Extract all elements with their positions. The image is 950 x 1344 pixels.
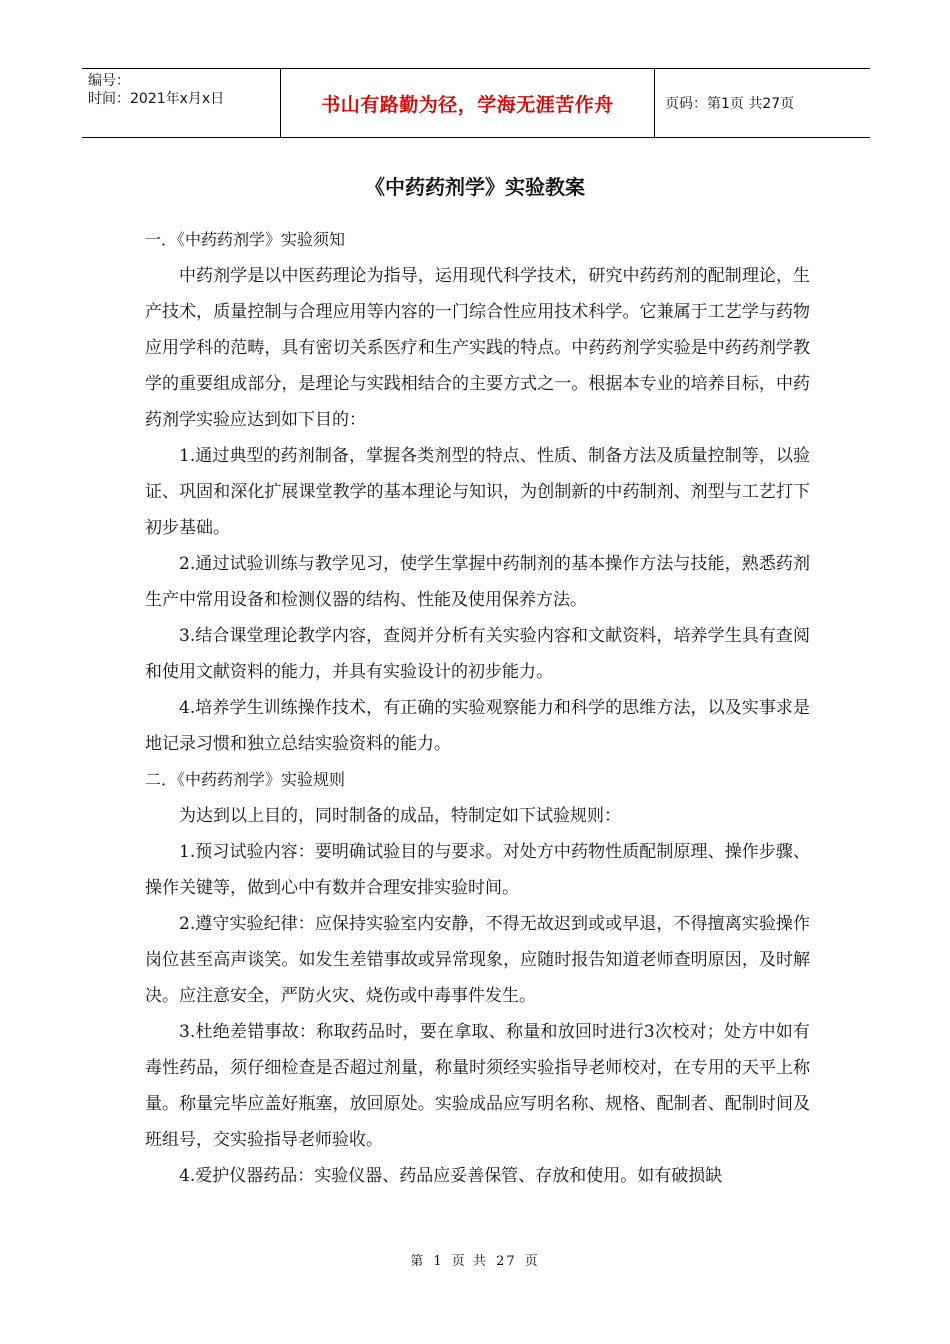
header-page-cell <box>655 69 870 137</box>
header-meta <box>82 69 281 137</box>
section-heading: 一．《中药药剂学》实验须知 <box>145 230 346 249</box>
paragraph: 为达到以上目的，同时制备的成品，特制定如下试验规则： <box>179 806 621 826</box>
section-heading: 二．《中药药剂学》实验规则 <box>145 770 346 789</box>
footer-page-number: 1 <box>433 1254 444 1269</box>
paragraph: 1.通过典型的药剂制备，掌握各类剂型的特点、性质、制备方法及质量控制等，以验证、巩固和深化扩展课堂教学的基本理论与知识，为创制新的中药制剂、剂型与工艺打下初步基础。 <box>145 446 810 538</box>
paragraph: 1.预习试验内容：要明确试验目的与要求。对处方中药物性质配制原理、操作步骤、操作关键等，做到心中有数并合理安排实验时间。 <box>145 842 810 898</box>
page-footer <box>0 1250 950 1269</box>
footer-mid: 页 共 <box>451 1254 488 1269</box>
header-motto-cell <box>281 69 655 137</box>
document-title: 《中药药剂学》实验教案 <box>365 175 585 199</box>
paragraph: 3.结合课堂理论教学内容，查阅并分析有关实验内容和文献资料，培养学生具有查阅和使用文献资料的能力，并具有实验设计的初步能力。 <box>145 626 810 682</box>
paragraph: 中药剂学是以中医药理论为指导，运用现代科学技术，研究中药药剂的配制理论，生产技术，质量控制与合理应用等内容的一门综合性应用技术科学。它兼属于工艺学与药物应用学科的范畴，具有密切关系医疗和生产实践的特点。中药药剂学实验是中药药剂学教学的重要组成部分，是理论与实践相结合的主要方式之一。根据本专业的培养目标，中药药剂学实验应达到如下目的： <box>145 266 810 430</box>
paragraph: 4.培养学生训练操作技术，有正确的实验观察能力和科学的思维方法，以及实事求是地记录习惯和独立总结实验资料的能力。 <box>145 698 810 754</box>
time-label: 时间：2021年x月x日 <box>88 91 225 107</box>
paragraph: 4.爱护仪器药品：实验仪器、药品应妥善保管、存放和使用。如有破损缺 <box>179 1166 723 1186</box>
footer-prefix: 第 <box>410 1254 426 1269</box>
footer-total-pages: 27 <box>496 1254 517 1269</box>
paragraph: 2.通过试验训练与教学见习，使学生掌握中药制剂的基本操作方法与技能，熟悉药剂生产中常用设备和检测仪器的结构、性能及使用保养方法。 <box>145 554 810 610</box>
motto: 书山有路勤为径，学海无涯苦作舟 <box>321 93 614 116</box>
page-info: 页码：第1页 共27页 <box>665 96 795 112</box>
number-label: 编号： <box>88 73 130 89</box>
document-body <box>145 222 810 1194</box>
paragraph: 2.遵守实验纪律：应保持实验室内安静，不得无故迟到或或早退，不得擅离实验操作岗位甚至高声谈笑。如发生差错事故或异常现象，应随时报告知道老师查明原因，及时解决。应注意安全，严防火灾、烧伤或中毒事件发生。 <box>145 914 810 1006</box>
footer-suffix: 页 <box>524 1254 540 1269</box>
paragraph: 3.杜绝差错事故：称取药品时，要在拿取、称量和放回时进行3次校对；处方中如有毒性药品，须仔细检查是否超过剂量，称量时须经实验指导老师校对，在专用的天平上称量。称量完毕应盖好瓶塞，放回原处。实验成品应写明名称、规格、配制者、配制时间及班组号，交实验指导老师验收。 <box>145 1022 810 1150</box>
page-header <box>82 68 870 138</box>
